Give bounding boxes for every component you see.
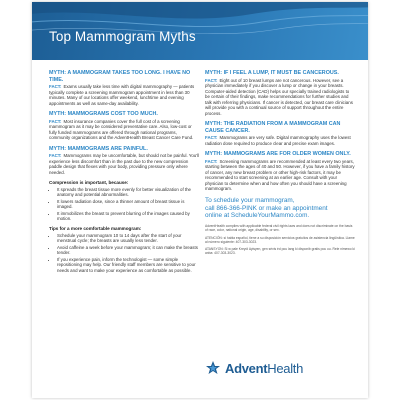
cta-line-3[interactable]: online at ScheduleYourMammo.com.: [205, 212, 310, 220]
fact-paragraph-cost: [49, 119, 199, 141]
fact-text-time: Exams usually take less time with digital mammography — patients typically complete a screening mammogram appointment in less than 30 minutes. Many of our locations offer weekend, lunchtime and evening appointments as well as same-day availability.: [49, 84, 195, 106]
fact-label: FACT:: [49, 153, 62, 159]
myth-heading-lump: MYTH: IF I FEEL A LUMP, IT MUST BE CANCEROUS.: [205, 70, 339, 76]
schedule-call-to-action: [205, 197, 355, 220]
myth-heading-time: MYTH: A MAMMOGRAM TAKES TOO LONG. I HAVE NO TIME.: [49, 70, 191, 83]
fact-label: FACT:: [205, 158, 218, 164]
compression-subheading: Compression is important, because:: [49, 180, 129, 186]
page-title: Top Mammogram Myths: [49, 29, 196, 44]
nondiscrimination-notice: AdventHealth complies with applicable federal civil rights laws and does not discriminate on the basis of race, color, national origin, age, disability, or sex.: [205, 224, 353, 233]
fact-paragraph-lump: [205, 78, 355, 117]
creole-language-notice: ATANSYON: Si w pale Kreyòl Ayisyen, gen sèvis èd pou lang ki disponib gratis pou ou. Rele nimewo ki anba: 407-303-3023.: [205, 247, 355, 256]
spanish-language-notice: ATENCIÓN: si habla español, tiene a su disposición servicios gratuitos de asistencia lingüística. Llame al número siguiente: 407-303-3023.: [205, 235, 355, 244]
adventhealth-logo: [205, 360, 303, 376]
fact-paragraph-painful: [49, 153, 199, 175]
list-item: • Schedule your mammogram 10 to 14 days after the start of your menstrual cycle; the breasts are usually less tender.: [57, 233, 199, 244]
logo-wordmark: [225, 361, 303, 376]
fact-paragraph-radiation: [205, 135, 355, 146]
fact-text-lump: Eight out of 10 breast lumps are not cancerous. However, see a physician immediately if you discover a lump or change in your breasts. Computer-aided detection (CAD) helps our specially trained radiologists to be certain of their findings, make recommendations for further studies and talk with referring physicians. If cancer is detected, our breast care clinicians will provide you with a continual source of support throughout the entire process.: [205, 77, 353, 116]
fact-label: FACT:: [49, 84, 62, 90]
cta-line-1: To schedule your mammogram,: [205, 196, 295, 204]
compression-list: [49, 187, 199, 222]
left-column: [49, 70, 199, 277]
list-item: • It immobilizes the breast to prevent blurring of the images caused by motion.: [57, 211, 199, 222]
list-item: • It lowers radiation dose, since a thinner amount of breast tissue is imaged.: [57, 199, 199, 210]
fact-label: FACT:: [205, 135, 218, 141]
list-item: • If you experience pain, inform the technologist — some simple repositioning may help. Our friendly staff members are sensitive to your needs and want to make your experience as comfortable as possible.: [57, 257, 199, 274]
tips-list: [49, 233, 199, 274]
fact-text-painful: Mammograms may be uncomfortable, but should not be painful. You'll experience less discomfort than in the past due to the new compression paddle design that flexes with your body, providing pressure only where needed.: [49, 153, 199, 175]
logo-word-health: Health: [267, 360, 304, 376]
myth-heading-painful: MYTH: MAMMOGRAMS ARE PAINFUL.: [49, 145, 148, 152]
flyer-page: [32, 2, 368, 398]
right-column: [205, 70, 355, 258]
myth-heading-radiation: MYTH: THE RADIATION FROM A MAMMOGRAM CAN CAUSE CANCER.: [205, 121, 341, 134]
myth-heading-cost: MYTH: MAMMOGRAMS COST TOO MUCH.: [49, 111, 158, 118]
myth-heading-older-women: MYTH: MAMMOGRAMS ARE FOR OLDER WOMEN ONLY.: [205, 151, 351, 158]
fact-text-older-women: Screening mammograms are recommended at least every two years, starting between the ages of 40 and 50. However, if you have a family history of cancer, any new breast problem or other high-risk factors, it may be recommended to start screening at an earlier age. Consult with your physician to determine when and how often you should have a screening mammogram.: [205, 158, 355, 192]
header-banner: [32, 2, 368, 60]
logo-word-advent: Advent: [225, 360, 268, 376]
adventhealth-mark-icon: [205, 360, 221, 376]
fact-paragraph-time: [49, 84, 199, 106]
list-item: • Avoid caffeine a week before your mammogram; it can make the breasts tender.: [57, 245, 199, 256]
list-item: • It spreads the breast tissue more evenly for better visualization of the anatomy and potential abnormalities.: [57, 187, 199, 198]
cta-line-2[interactable]: call 866-366-PINK or make an appointment: [205, 204, 328, 212]
fact-label: FACT:: [205, 77, 218, 83]
fact-text-radiation: Mammograms are very safe. Digital mammography uses the lowest radiation dose required to produce clear and precise exam images.: [205, 135, 351, 146]
tips-subheading: Tips for a more comfortable mammogram:: [49, 225, 142, 231]
fact-label: FACT:: [49, 118, 62, 124]
fact-paragraph-older-women: [205, 159, 355, 192]
fact-text-cost: Most insurance companies cover the full cost of a screening mammogram as it may be considered preventative care. Also, low-cost or fully funded mammograms are offered through national programs, community organizations and the AdventHealth Breast Cancer Care Fund.: [49, 118, 194, 141]
